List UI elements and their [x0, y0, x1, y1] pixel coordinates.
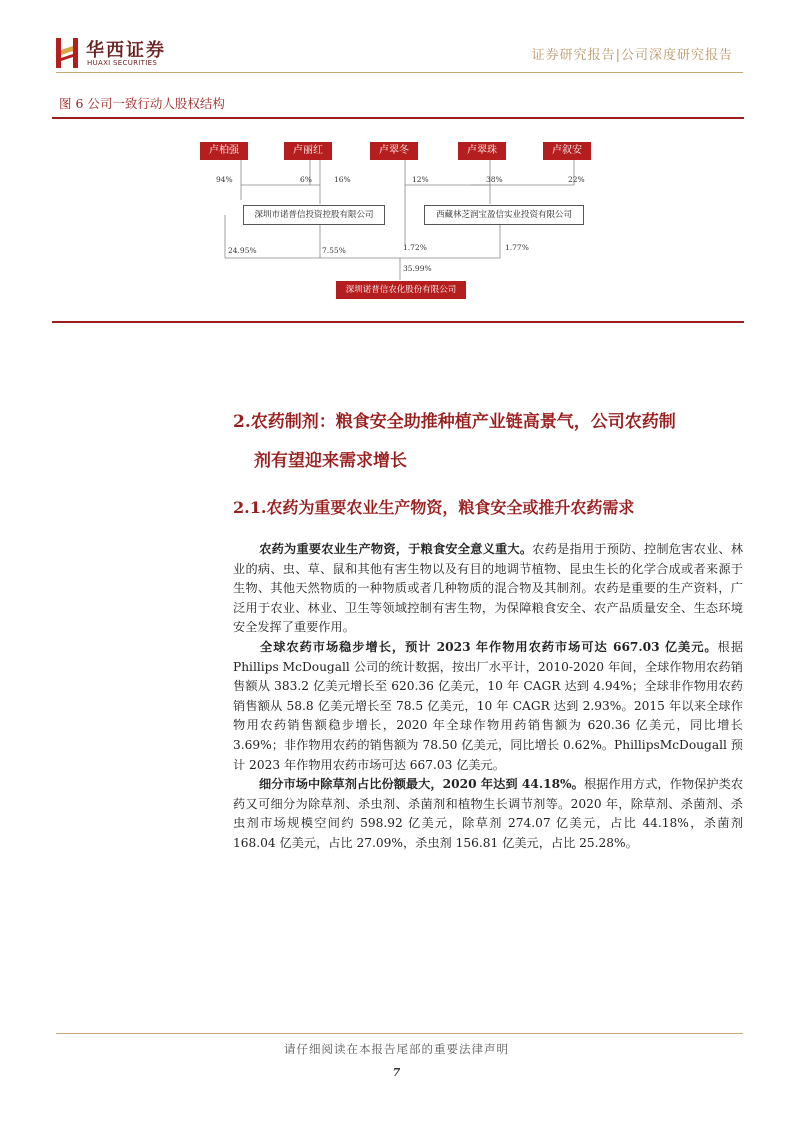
- page-number: 7: [392, 1066, 401, 1079]
- paragraph-3: [233, 775, 743, 853]
- paragraph-3-body: 根据作用方式，作物保护类农药又可细分为除草剂、杀虫剂、杀菌剂和植物生长调节剂等。2020 年，除草剂、杀菌剂、杀虫剂市场规模空间约 598.92 亿美元，除草剂 274.07 亿美元，占比 44.18%，杀菌剂 168.04 亿美元，占比 27.09%，杀虫剂 156.81 亿美元，占比 25.28%。: [233, 777, 744, 850]
- pct-p1-target: 24.95%: [228, 246, 257, 255]
- paragraph-3-lead: 细分市场中除草剂占比份额最大，2020 年达到 44.18%。: [259, 777, 584, 791]
- report-type: 证券研究报告|公司深度研究报告: [531, 48, 733, 63]
- pct-p4-b: 12%: [412, 175, 429, 184]
- person-node-2: 卢丽红: [284, 142, 332, 160]
- paragraph-1-lead: 农药为重要农业生产物资，于粮食安全意义重大。: [259, 542, 533, 556]
- person-node-5: 卢叙安: [543, 142, 591, 160]
- pct-b-target: 1.77%: [505, 243, 529, 252]
- header-divider: [56, 72, 743, 73]
- holding-company-a: 深圳市诺普信投资控股有限公司: [243, 205, 385, 225]
- section-heading-line2: 剂有望迎来需求增长: [254, 451, 407, 471]
- brand-name-en: HUAXI SECURITIES: [87, 59, 158, 67]
- paragraph-1-body: 农药是指用于预防、控制危害农业、林业的病、虫、草、鼠和其他有害生物以及有目的地调节植物、昆虫生长的化学合成或者来源于生物、其他天然物质的一种物质或者几种物质的混合物及其制剂。农药是重要的生产资料，广泛用于农业、林业、卫生等领域控制有害生物，为保障粮食安全、农产品质量安全、生态环境安全发挥了重要作用。: [233, 542, 744, 635]
- subsection-heading: 2.1.农药为重要农业生产物资，粮食安全或推升农药需求: [233, 498, 635, 517]
- pct-p5-b2: 22%: [568, 175, 585, 184]
- paragraph-1: [233, 540, 743, 638]
- pct-total: 35.99%: [403, 264, 432, 273]
- paragraph-2-body: 根据 Phillips McDougall 公司的统计数据，按出厂水平计，2010-2020 年间，全球作物用农药销售额从 383.2 亿美元增长至 620.36 亿美元，10 年 CAGR 达到 4.94%；全球非作物用农药销售额从 58.8 亿美元增长至 78.5 亿美元，10 年 CAGR 达到 2.93%。2015 年以来全球作物用农药销售额稳步增长，2020 年全球作物用药销售额为 620.36 亿美元，同比增长 3.69%；非作物用农药的销售额为 78.50 亿美元，同比增长 0.62%。PhillipsMcDougall 预计 2023 年作物用农药市场可达 667.03 亿美元。: [233, 640, 744, 772]
- pct-p5-b: 38%: [486, 175, 503, 184]
- section-heading-line1: 2.农药制剂：粮食安全助推种植产业链高景气，公司农药制: [233, 412, 676, 432]
- figure-bottom-rule: [52, 321, 744, 323]
- target-company: 深圳诺普信农化股份有限公司: [336, 281, 466, 299]
- huaxi-logo-icon: [56, 38, 78, 68]
- pct-p3-b: 16%: [334, 175, 351, 184]
- paragraph-2: [233, 638, 743, 775]
- pct-p3-target: 1.72%: [403, 243, 427, 252]
- footer-divider: [56, 1033, 743, 1034]
- person-node-4: 卢翠珠: [458, 142, 506, 160]
- legal-notice: 请仔细阅读在本报告尾部的重要法律声明: [284, 1042, 509, 1056]
- brand-name-cn: 华西证券: [86, 40, 166, 61]
- pct-p2-a: 6%: [300, 175, 312, 184]
- holding-company-b: 西藏林芝润宝盈信实业投资有限公司: [424, 205, 584, 225]
- pct-p1-a: 94%: [216, 175, 233, 184]
- person-node-3: 卢翠冬: [370, 142, 418, 160]
- figure-caption: 图 6 公司一致行动人股权结构: [59, 96, 225, 111]
- person-node-1: 卢柏强: [200, 142, 248, 160]
- paragraph-2-lead: 全球农药市场稳步增长，预计 2023 年作物用农药市场可达 667.03 亿美元。: [259, 640, 718, 654]
- pct-a-target: 7.55%: [322, 246, 346, 255]
- ownership-diagram: [200, 130, 605, 310]
- figure-top-rule: [52, 117, 744, 119]
